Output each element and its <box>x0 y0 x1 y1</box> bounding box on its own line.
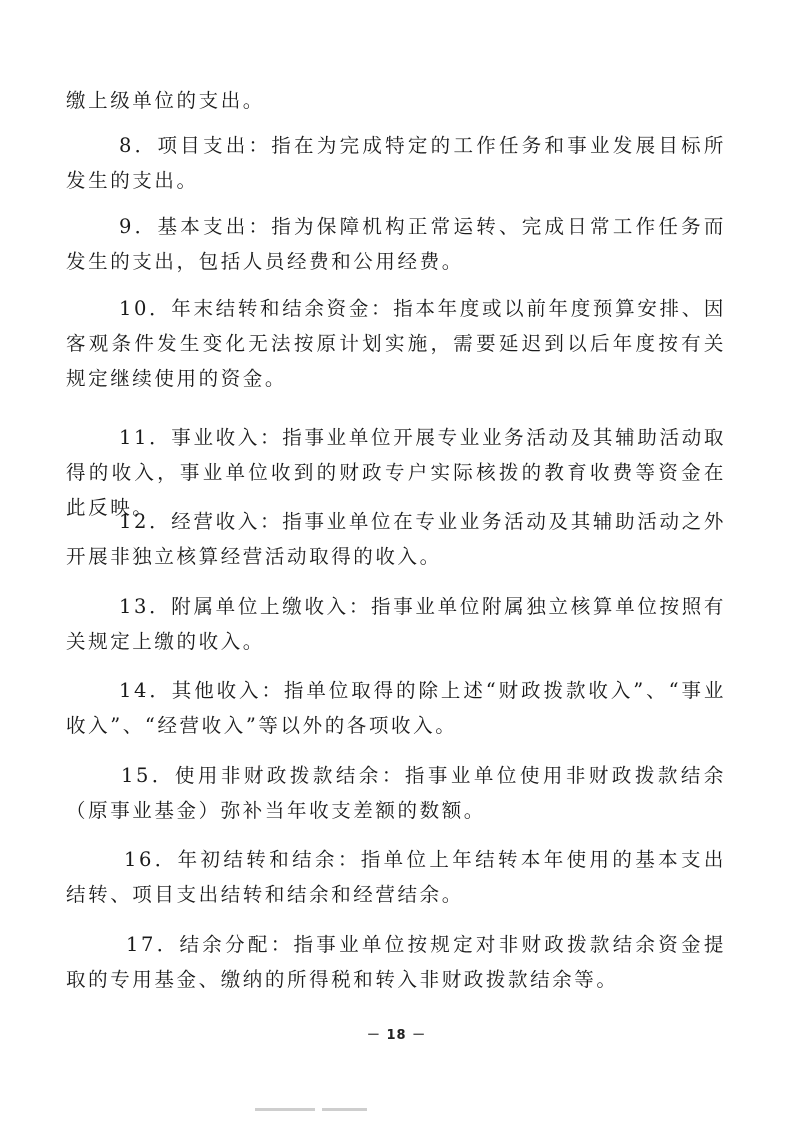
paragraph-item-9: 9．基本支出：指为保障机构正常运转、完成日常工作任务而发生的支出，包括人员经费和公用经费。 <box>66 215 726 273</box>
scan-artifact-left <box>255 1108 315 1111</box>
page-number: － 18 － <box>366 1028 427 1043</box>
paragraph-item-14: 14．其他收入：指单位取得的除上述“财政拨款收入”、“事业收入”、“经营收入”等以外的各项收入。 <box>66 679 726 737</box>
paragraph-item-12: 12．经营收入：指事业单位在专业业务活动及其辅助活动之外开展非独立核算经营活动取得的收入。 <box>66 510 726 568</box>
paragraph-item-13: 13．附属单位上缴收入：指事业单位附属独立核算单位按照有关规定上缴的收入。 <box>66 595 726 653</box>
paragraph-item-15: 15．使用非财政拨款结余：指事业单位使用非财政拨款结余（原事业基金）弥补当年收支差额的数额。 <box>66 764 726 822</box>
paragraph-item-17: 17．结余分配：指事业单位按规定对非财政拨款结余资金提取的专用基金、缴纳的所得税和转入非财政拨款结余等。 <box>66 933 726 991</box>
scan-artifact-right <box>322 1108 367 1111</box>
paragraph-item-8: 8．项目支出：指在为完成特定的工作任务和事业发展目标所发生的支出。 <box>66 134 726 192</box>
paragraph-item-10: 10．年末结转和结余资金：指本年度或以前年度预算安排、因客观条件发生变化无法按原计划实施，需要延迟到以后年度按有关规定继续使用的资金。 <box>66 297 726 390</box>
paragraph-continuation: 缴上级单位的支出。 <box>66 89 265 112</box>
paragraph-item-16: 16．年初结转和结余：指单位上年结转本年使用的基本支出结转、项目支出结转和结余和经营结余。 <box>66 848 726 906</box>
paragraph-item-11: 11．事业收入：指事业单位开展专业业务活动及其辅助活动取得的收入，事业单位收到的财政专户实际核拨的教育收费等资金在此反映。 <box>66 426 726 519</box>
